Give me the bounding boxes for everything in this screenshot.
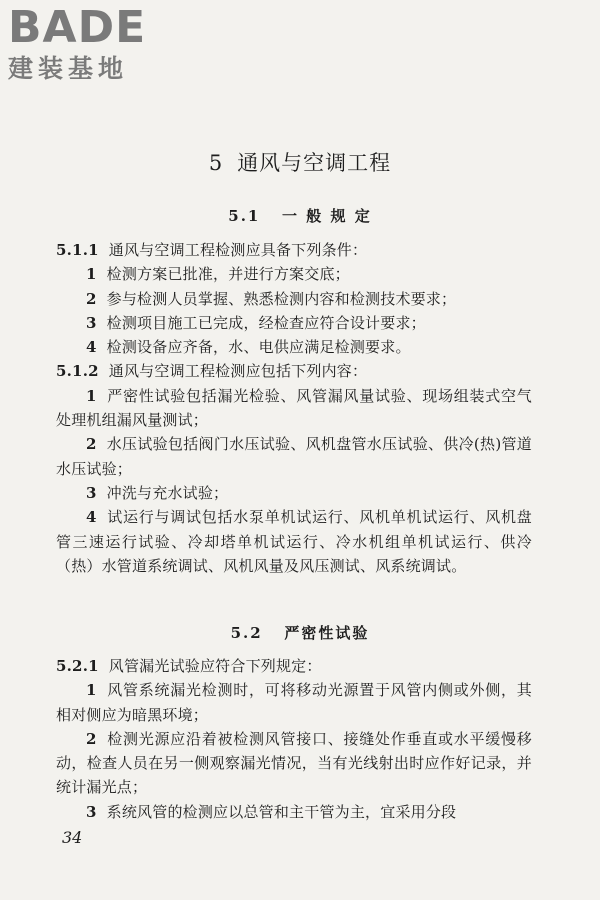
list-item — [56, 311, 532, 335]
item-number: 4 — [86, 508, 97, 527]
list-item — [56, 335, 532, 359]
list-item — [56, 287, 532, 311]
chapter-number: 5 — [208, 151, 224, 175]
section-body-5-1 — [56, 238, 532, 578]
section-heading-5-1 — [0, 205, 600, 226]
list-item — [56, 432, 532, 481]
item-number: 1 — [86, 386, 97, 405]
item-text: 检测方案已批准，并进行方案交底； — [106, 265, 350, 284]
section-number: 5.2 — [230, 624, 263, 642]
item-text: 风管系统漏光检测时，可将移动光源置于风管内侧或外侧，其相对侧应为暗黑环境； — [56, 681, 532, 724]
item-text: 检测项目施工已完成，经检查应符合设计要求； — [106, 313, 426, 332]
item-number: 1 — [86, 681, 97, 700]
logo-latin-text: BADE — [8, 2, 147, 53]
clause-5-1-2 — [56, 359, 532, 383]
item-number: 3 — [86, 802, 97, 821]
clause-text: 通风与空调工程检测应具备下列条件： — [108, 241, 368, 259]
page-number: 34 — [62, 828, 83, 847]
list-item — [56, 678, 532, 727]
item-number: 3 — [86, 313, 97, 332]
item-number: 1 — [86, 265, 97, 284]
watermark-logo — [8, 2, 178, 84]
list-item — [56, 481, 532, 505]
item-number: 2 — [86, 435, 97, 454]
item-number: 2 — [86, 729, 97, 748]
clause-number: 5.1.1 — [56, 241, 99, 259]
item-text: 水压试验包括阀门水压试验、风机盘管水压试验、供冷(热)管道水压试验； — [56, 435, 532, 478]
section-number: 5.1 — [228, 207, 261, 225]
item-text: 冲洗与充水试验； — [106, 483, 229, 502]
section-title-text: 一 般 规 定 — [282, 207, 372, 225]
section-heading-5-2 — [0, 622, 600, 643]
list-item — [56, 505, 532, 578]
item-number: 3 — [86, 483, 97, 502]
item-text: 严密性试验包括漏光检验、风管漏风量试验、现场组装式空气处理机组漏风量测试； — [56, 386, 532, 430]
item-text: 检测光源应沿着被检测风管接口、接缝处作垂直或水平缓慢移动，检查人员在另一侧观察漏光情况，当有光线射出时应作好记录，并统计漏光点； — [56, 729, 532, 797]
logo-chinese-text: 建装基地 — [8, 54, 129, 83]
clause-text: 风管漏光试验应符合下列规定： — [108, 657, 322, 675]
clause-5-2-1 — [56, 654, 532, 678]
list-item — [56, 727, 532, 800]
item-text: 检测设备应齐备，水、电供应满足检测要求。 — [106, 338, 411, 357]
list-item — [56, 384, 532, 433]
item-number: 2 — [86, 289, 97, 308]
item-text: 系统风管的检测应以总管和主干管为主，宜采用分段 — [106, 802, 457, 821]
item-text: 参与检测人员掌握、熟悉检测内容和检测技术要求； — [106, 289, 457, 308]
item-text: 试运行与调试包括水泵单机试运行、风机单机试运行、风机盘管三速运行试验、冷却塔单机试运行、冷水机组单机试运行、供冷（热）水管道系统调试、风机风量及风压测试、风系统调试。 — [56, 508, 532, 575]
chapter-title-text: 通风与空调工程 — [237, 151, 392, 175]
clause-number: 5.2.1 — [56, 657, 99, 675]
clause-number: 5.1.2 — [56, 362, 99, 381]
chapter-title — [0, 147, 600, 177]
clause-5-1-1 — [56, 238, 532, 262]
list-item — [56, 262, 532, 286]
list-item — [56, 800, 532, 824]
section-body-5-2 — [56, 654, 532, 824]
section-title-text: 严密性试验 — [284, 624, 370, 642]
item-number: 4 — [86, 338, 97, 357]
clause-text: 通风与空调工程检测应包括下列内容： — [108, 362, 368, 381]
